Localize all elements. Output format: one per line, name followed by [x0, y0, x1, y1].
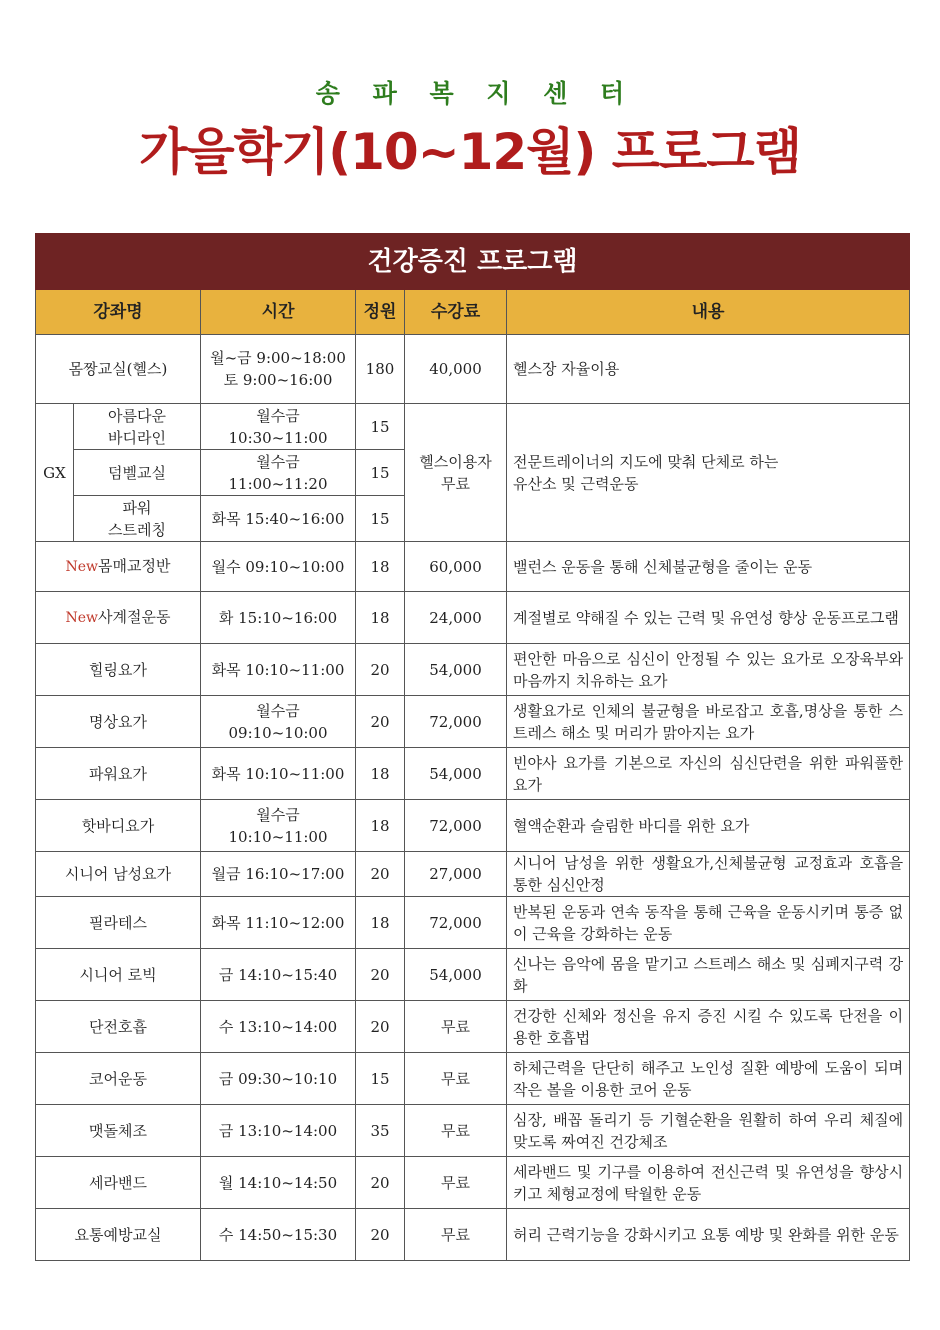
table-row: [36, 852, 910, 897]
row-name: [36, 852, 201, 897]
row-time: [201, 404, 356, 450]
row-time: 화목 10:10~11:00: [201, 748, 356, 800]
row-time: [201, 450, 356, 496]
row-desc: 허리 근력기능을 강화시키고 요통 예방 및 완화를 위한 운동: [507, 1209, 910, 1261]
row-name-text: 맷돌체조: [89, 1121, 147, 1140]
row-desc: 반복된 운동과 연속 동작을 통해 근육을 운동시키며 통증 없이 근육을 강화하는 운동: [507, 897, 910, 949]
row-name: [36, 542, 201, 592]
table-row: [36, 800, 910, 852]
row-time: 월금 16:10~17:00: [201, 852, 356, 897]
time-line: 10:30~11:00: [228, 428, 328, 447]
row-name-text: 파워요가: [89, 764, 147, 783]
row-name: [36, 1001, 201, 1053]
row-desc: 신나는 음악에 몸을 맡기고 스트레스 해소 및 심폐지구력 강화: [507, 949, 910, 1001]
row-time: 월 14:10~14:50: [201, 1157, 356, 1209]
time-line: 월~금 9:00~18:00: [210, 349, 346, 367]
table-row: [36, 335, 910, 404]
name-line: 바디라인: [108, 428, 166, 447]
row-fee: 무료: [405, 1001, 507, 1053]
table-row: [36, 897, 910, 949]
row-capacity: 20: [356, 852, 405, 897]
row-time: 화목 15:40~16:00: [201, 496, 356, 542]
row-desc: 계절별로 약해질 수 있는 근력 및 유연성 향상 운동프로그램: [507, 592, 910, 644]
row-capacity: 18: [356, 800, 405, 852]
row-name-text: 힐링요가: [89, 660, 147, 679]
row-capacity: 20: [356, 696, 405, 748]
table-row: [36, 542, 910, 592]
row-capacity: 15: [356, 1053, 405, 1105]
time-line: 월수금: [256, 452, 300, 471]
row-desc: 하체근력을 단단히 해주고 노인성 질환 예방에 도움이 되며 작은 볼을 이용한 코어 운동: [507, 1053, 910, 1105]
row-name: [36, 644, 201, 696]
row-time: 월수 09:10~10:00: [201, 542, 356, 592]
row-name-text: 세라밴드: [89, 1173, 147, 1192]
row-capacity: 15: [356, 496, 405, 542]
table-row: [36, 404, 910, 450]
row-name: [74, 496, 201, 542]
row-time: [201, 335, 356, 404]
section-banner: 건강증진 프로그램: [36, 234, 910, 290]
row-fee: 72,000: [405, 696, 507, 748]
row-name: [36, 748, 201, 800]
row-name: [36, 949, 201, 1001]
row-fee: 무료: [405, 1105, 507, 1157]
row-capacity: 20: [356, 1001, 405, 1053]
row-time: 월수금 09:10~10:00: [201, 696, 356, 748]
table-row: [36, 592, 910, 644]
table-row: [36, 696, 910, 748]
table-row: [36, 644, 910, 696]
row-time: 화목 10:10~11:00: [201, 644, 356, 696]
row-name: [36, 1105, 201, 1157]
gx-fee: [405, 404, 507, 542]
row-fee: 무료: [405, 1209, 507, 1261]
fee-line: 헬스이용자: [419, 452, 492, 471]
org-name: 송 파 복 지 센 터: [315, 79, 637, 108]
row-desc: 생활요가로 인체의 불균형을 바로잡고 호흡,명상을 통한 스트레스 해소 및 머리가 맑아지는 요가: [507, 696, 910, 748]
row-fee: 54,000: [405, 949, 507, 1001]
table-row: [36, 1157, 910, 1209]
row-name: [36, 696, 201, 748]
row-fee: 72,000: [405, 897, 507, 949]
row-time: 금 14:10~15:40: [201, 949, 356, 1001]
row-capacity: 15: [356, 450, 405, 496]
row-name-text: 시니어 로빅: [79, 965, 157, 984]
row-fee: 24,000: [405, 592, 507, 644]
table-row: [36, 1105, 910, 1157]
row-fee: 무료: [405, 1157, 507, 1209]
name-line: 아름다운: [108, 406, 166, 425]
row-desc: 빈야사 요가를 기본으로 자신의 심신단련을 위한 파워풀한 요가: [507, 748, 910, 800]
new-badge: New: [65, 559, 99, 575]
desc-line: 유산소 및 근력운동: [513, 474, 639, 493]
row-desc: 시니어 남성을 위한 생활요가,신체불균형 교정효과 호흡을 통한 심신안정: [507, 852, 910, 897]
row-fee: 54,000: [405, 644, 507, 696]
row-name-text: 몸매교정반: [98, 557, 171, 575]
row-name: [36, 592, 201, 644]
row-fee: 54,000: [405, 748, 507, 800]
row-time: 화 15:10~16:00: [201, 592, 356, 644]
gx-label: GX: [36, 404, 74, 542]
row-name: [36, 1209, 201, 1261]
header-time: 시간: [201, 290, 356, 335]
row-fee: 40,000: [405, 335, 507, 404]
row-time: 화목 11:10~12:00: [201, 897, 356, 949]
row-name-text: 요통예방교실: [74, 1225, 162, 1244]
row-name-text: 명상요가: [89, 712, 147, 731]
row-desc: 밸런스 운동을 통해 신체불균형을 줄이는 운동: [507, 542, 910, 592]
row-time: 금 09:30~10:10: [201, 1053, 356, 1105]
row-capacity: 18: [356, 897, 405, 949]
row-name-text: 필라테스: [89, 913, 147, 932]
row-name-text: 사계절운동: [98, 608, 171, 626]
fee-line: 무료: [441, 474, 470, 493]
row-desc: 혈액순환과 슬림한 바디를 위한 요가: [507, 800, 910, 852]
row-capacity: 20: [356, 1157, 405, 1209]
row-name-text: 시니어 남성요가: [64, 865, 172, 883]
row-fee: 무료: [405, 1053, 507, 1105]
row-name: 덤벨교실: [74, 450, 201, 496]
row-name: [36, 800, 201, 852]
row-time: 수 13:10~14:00: [201, 1001, 356, 1053]
row-name: [36, 897, 201, 949]
table-row: [36, 1001, 910, 1053]
time-line: 토 9:00~16:00: [223, 371, 333, 389]
row-capacity: 20: [356, 949, 405, 1001]
row-desc: 건강한 신체와 정신을 유지 증진 시킬 수 있도록 단전을 이용한 호흡법: [507, 1001, 910, 1053]
row-time: 수 14:50~15:30: [201, 1209, 356, 1261]
row-fee: 60,000: [405, 542, 507, 592]
header-fee: 수강료: [405, 290, 507, 335]
row-capacity: 20: [356, 1209, 405, 1261]
desc-line: 전문트레이너의 지도에 맞춰 단체로 하는: [513, 452, 779, 471]
row-capacity: 18: [356, 592, 405, 644]
row-capacity: 35: [356, 1105, 405, 1157]
time-line: 월수금: [256, 406, 300, 425]
header-desc: 내용: [507, 290, 910, 335]
table-row: [36, 949, 910, 1001]
row-name: 몸짱교실(헬스): [36, 335, 201, 404]
row-desc: 심장, 배꼽 돌리기 등 기혈순환을 원활히 하여 우리 체질에 맞도록 짜여진 건강체조: [507, 1105, 910, 1157]
row-name-text: 코어운동: [89, 1069, 147, 1088]
table-row: [36, 1209, 910, 1261]
row-capacity: 18: [356, 748, 405, 800]
row-name-text: 단전호흡: [89, 1017, 147, 1036]
table-row: [36, 748, 910, 800]
row-desc: 편안한 마음으로 심신이 안정될 수 있는 요가로 오장육부와 마음까지 치유하는 요가: [507, 644, 910, 696]
time-line: 11:00~11:20: [228, 474, 328, 493]
header-capacity: 정원: [356, 290, 405, 335]
row-fee: 27,000: [405, 852, 507, 897]
row-name: [74, 404, 201, 450]
row-fee: 72,000: [405, 800, 507, 852]
row-capacity: 20: [356, 644, 405, 696]
new-badge: New: [65, 610, 99, 626]
table-row: [36, 1053, 910, 1105]
page-title: 가을학기(10~12월) 프로그램: [139, 123, 801, 181]
name-line: 파워: [122, 498, 152, 517]
row-name-text: 핫바디요가: [81, 816, 155, 835]
row-capacity: 18: [356, 542, 405, 592]
row-capacity: 15: [356, 404, 405, 450]
row-name: [36, 1053, 201, 1105]
row-desc: 헬스장 자율이용: [507, 335, 910, 404]
row-name: [36, 1157, 201, 1209]
row-time: 월수금 10:10~11:00: [201, 800, 356, 852]
gx-desc: [507, 404, 910, 542]
row-desc: 세라밴드 및 기구를 이용하여 전신근력 및 유연성을 향상시키고 체형교정에 탁월한 운동: [507, 1157, 910, 1209]
name-line: 스트레칭: [108, 520, 166, 539]
row-capacity: 180: [356, 335, 405, 404]
program-table: [35, 233, 910, 1261]
header-name: 강좌명: [36, 290, 201, 335]
row-time: 금 13:10~14:00: [201, 1105, 356, 1157]
